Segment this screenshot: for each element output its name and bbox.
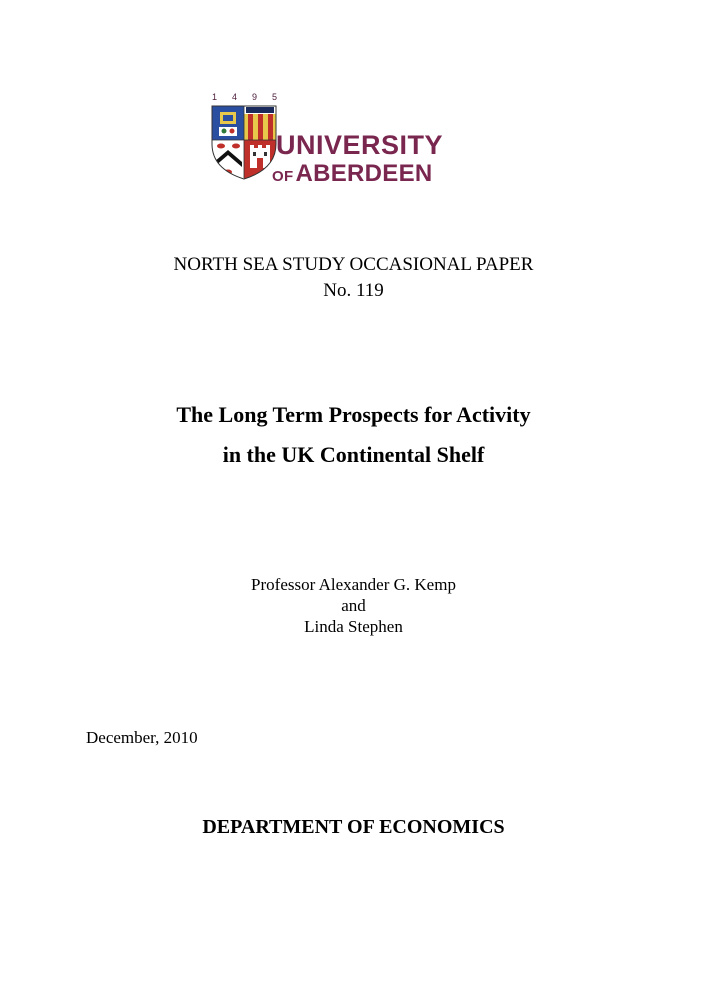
publication-date: December, 2010 xyxy=(86,728,198,747)
title-line-2: in the UK Continental Shelf xyxy=(222,442,485,467)
year-digit: 9 xyxy=(251,92,258,102)
paper-number: No. 119 xyxy=(323,280,384,301)
series-name: NORTH SEA STUDY OCCASIONAL PAPER xyxy=(173,254,534,275)
title-line-1: The Long Term Prospects for Activity xyxy=(176,402,531,427)
year-digit: 5 xyxy=(271,92,278,102)
series-heading xyxy=(0,252,707,304)
author-conjunction: and xyxy=(341,596,366,615)
university-logo xyxy=(210,92,460,192)
wordmark-university: UNIVERSITY xyxy=(276,130,444,160)
author-1: Professor Alexander G. Kemp xyxy=(251,575,456,594)
author-2: Linda Stephen xyxy=(304,617,403,636)
year-digit: 1 xyxy=(212,92,219,102)
authors-block xyxy=(0,574,707,637)
department-name: DEPARTMENT OF ECONOMICS xyxy=(202,816,505,838)
wordmark-aberdeen: ABERDEEN xyxy=(295,160,433,187)
wordmark-aberdeen-line xyxy=(272,162,433,186)
paper-title xyxy=(0,395,707,475)
crest-shield-icon xyxy=(210,104,278,180)
crest-year xyxy=(212,92,278,102)
year-digit: 4 xyxy=(231,92,238,102)
wordmark-of: OF xyxy=(272,168,294,185)
